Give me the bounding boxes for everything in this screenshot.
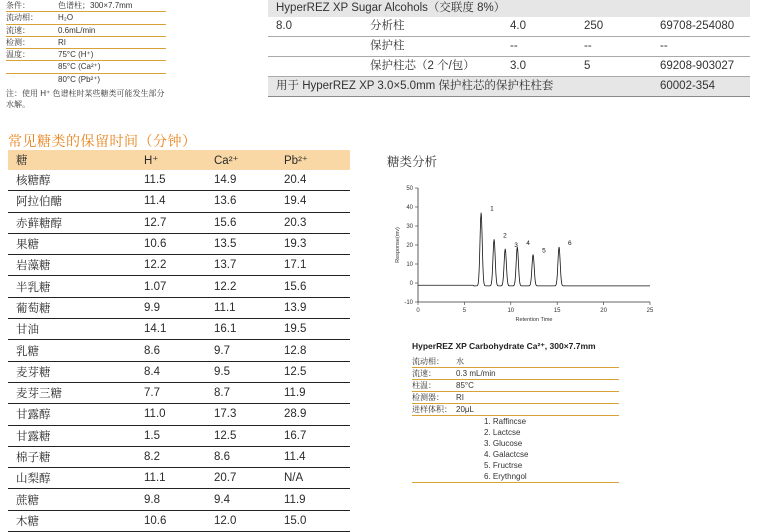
table-row — [8, 276, 350, 297]
peak-label: 1 — [490, 206, 494, 213]
product-header: HyperREZ XP Sugar Alcohols（交联度 8%） — [268, 0, 750, 17]
method-key: 检测器： — [412, 392, 456, 403]
condition-row — [6, 12, 166, 24]
table-cell: 8.2 — [144, 446, 214, 467]
retention-header-row — [8, 150, 350, 170]
table-cell: 13.9 — [284, 297, 350, 318]
table-cell: 1.5 — [144, 425, 214, 446]
method-value: RI — [456, 392, 619, 403]
product-col-b: 5 — [584, 57, 590, 76]
x-tick-label: 15 — [554, 308, 561, 314]
product-name: 保护柱 — [370, 37, 405, 56]
table-cell: 11.1 — [214, 297, 284, 318]
condition-value: 80°C (Pb²⁺) — [58, 74, 166, 85]
product-col-a: 3.0 — [510, 57, 526, 76]
table-cell: 11.4 — [144, 191, 214, 212]
method-row — [412, 404, 619, 416]
condition-row — [6, 37, 166, 49]
table-cell: 11.5 — [144, 170, 214, 191]
x-tick-label: 25 — [647, 308, 654, 314]
x-axis-label: Retention Time — [516, 317, 553, 323]
table-cell: 19.3 — [284, 233, 350, 254]
table-cell: 棉子糖 — [8, 446, 144, 467]
peak-list-item: 6. Erythngol — [484, 471, 619, 482]
method-row — [412, 368, 619, 380]
y-tick-label: 0 — [410, 281, 414, 287]
peak-list-item: 4. Galactcse — [484, 449, 619, 460]
condition-value: 0.6mL/min — [58, 25, 166, 36]
table-cell: 10.6 — [144, 510, 214, 531]
retention-header-cell: 糖 — [8, 150, 144, 170]
y-tick-label: 30 — [406, 224, 413, 230]
table-cell: 20.4 — [284, 170, 350, 191]
product-part-number: -- — [660, 37, 668, 56]
table-row — [8, 404, 350, 425]
product-rows — [268, 17, 750, 77]
table-cell: 12.2 — [214, 276, 284, 297]
table-cell: 28.9 — [284, 404, 350, 425]
table-cell: 11.0 — [144, 404, 214, 425]
condition-row — [6, 74, 166, 85]
condition-key — [6, 74, 58, 85]
x-tick-label: 0 — [416, 308, 420, 314]
condition-value: 色谱柱；300×7.7mm — [58, 0, 166, 11]
table-cell: 岩藻糖 — [8, 255, 144, 276]
table-cell: 甘油 — [8, 319, 144, 340]
table-cell: 11.9 — [284, 382, 350, 403]
table-cell: 葡萄糖 — [8, 297, 144, 318]
product-footer — [268, 77, 750, 97]
product-col-b: 250 — [584, 17, 603, 36]
table-cell: 20.3 — [284, 212, 350, 233]
retention-title: 常见糖类的保留时间（分钟） — [8, 131, 197, 151]
peak-label: 6 — [568, 240, 572, 247]
table-cell: 13.7 — [214, 255, 284, 276]
table-row — [8, 297, 350, 318]
method-rows — [412, 356, 619, 416]
table-cell: 17.3 — [214, 404, 284, 425]
table-cell: N/A — [284, 468, 350, 489]
condition-row — [6, 49, 166, 61]
table-row — [8, 446, 350, 467]
table-cell: 15.6 — [214, 212, 284, 233]
table-cell: 15.6 — [284, 276, 350, 297]
table-cell: 木糖 — [8, 510, 144, 531]
table-cell: 19.4 — [284, 191, 350, 212]
y-tick-label: 20 — [406, 243, 413, 249]
table-cell: 核糖醇 — [8, 170, 144, 191]
conditions-block — [6, 0, 166, 110]
chromatogram-chart — [378, 180, 660, 330]
table-cell: 12.8 — [284, 340, 350, 361]
product-footer-pn: 60002-354 — [660, 77, 715, 96]
chart-title: 糖类分析 — [387, 152, 437, 170]
table-row — [8, 361, 350, 382]
table-cell: 8.7 — [214, 382, 284, 403]
product-row — [268, 17, 750, 37]
table-row — [8, 425, 350, 446]
y-axis-label: Response(mv) — [395, 227, 401, 263]
table-cell: 10.6 — [144, 233, 214, 254]
table-cell: 7.7 — [144, 382, 214, 403]
y-tick-label: 10 — [406, 262, 413, 268]
table-cell: 14.9 — [214, 170, 284, 191]
product-part-number: 69708-254080 — [660, 17, 734, 36]
retention-header-cell: Ca²⁺ — [214, 150, 284, 170]
table-cell: 9.9 — [144, 297, 214, 318]
method-key: 柱温： — [412, 380, 456, 391]
table-cell: 12.5 — [214, 425, 284, 446]
conditions-note: 注：使用 H⁺ 色谱柱时某些糖类可能发生部分水解。 — [6, 88, 166, 110]
table-cell: 蔗糖 — [8, 489, 144, 510]
condition-row — [6, 61, 166, 73]
conditions-rows — [6, 0, 166, 85]
condition-row — [6, 25, 166, 37]
table-row — [8, 255, 350, 276]
table-cell: 9.7 — [214, 340, 284, 361]
condition-value: H₂O — [58, 12, 166, 23]
method-key: 流速： — [412, 368, 456, 379]
product-id-length: 8.0 — [276, 17, 292, 36]
method-value: 水 — [456, 356, 619, 367]
table-cell: 山梨醇 — [8, 468, 144, 489]
retention-header-cell: Pb²⁺ — [284, 150, 350, 170]
table-row — [8, 233, 350, 254]
retention-table — [8, 150, 350, 532]
table-cell: 麦芽三糖 — [8, 382, 144, 403]
table-cell: 13.5 — [214, 233, 284, 254]
table-cell: 11.1 — [144, 468, 214, 489]
method-key: 流动相： — [412, 356, 456, 367]
condition-key: 条件： — [6, 0, 58, 11]
table-cell: 16.1 — [214, 319, 284, 340]
table-cell: 1.07 — [144, 276, 214, 297]
condition-key: 流速： — [6, 25, 58, 36]
table-cell: 20.7 — [214, 468, 284, 489]
condition-value: RI — [58, 37, 166, 48]
x-tick-label: 5 — [463, 308, 467, 314]
chromatogram-series — [418, 213, 650, 286]
condition-value: 75°C (H⁺) — [58, 49, 166, 60]
table-cell: 16.7 — [284, 425, 350, 446]
table-cell: 17.1 — [284, 255, 350, 276]
table-cell: 12.7 — [144, 212, 214, 233]
y-tick-label: 40 — [406, 205, 413, 211]
peak-list-item: 3. Glucose — [484, 438, 619, 449]
product-name: 分析柱 — [370, 17, 405, 36]
condition-key: 流动相： — [6, 12, 58, 23]
table-row — [8, 340, 350, 361]
peak-label: 2 — [503, 232, 507, 239]
table-row — [8, 489, 350, 510]
peak-list-item: 1. Raffincse — [484, 416, 619, 427]
table-cell: 11.4 — [284, 446, 350, 467]
table-row — [8, 319, 350, 340]
table-cell: 8.6 — [214, 446, 284, 467]
table-cell: 阿拉伯醣 — [8, 191, 144, 212]
table-cell: 9.5 — [214, 361, 284, 382]
product-part-number: 69208-903027 — [660, 57, 734, 76]
product-col-a: -- — [510, 37, 518, 56]
method-title: HyperREZ XP Carbohydrate Ca²⁺, 300×7.7mm — [412, 341, 596, 352]
table-row — [8, 382, 350, 403]
table-cell: 果糖 — [8, 233, 144, 254]
method-row — [412, 392, 619, 404]
table-cell: 12.5 — [284, 361, 350, 382]
table-cell: 12.0 — [214, 510, 284, 531]
method-value: 85°C — [456, 380, 619, 391]
table-cell: 乳糖 — [8, 340, 144, 361]
peak-list-item: 2. Lactcse — [484, 427, 619, 438]
table-cell: 15.0 — [284, 510, 350, 531]
table-cell: 9.4 — [214, 489, 284, 510]
method-value: 20μL — [456, 404, 619, 415]
product-row — [268, 57, 750, 77]
table-cell: 9.8 — [144, 489, 214, 510]
table-cell: 8.6 — [144, 340, 214, 361]
product-col-b: -- — [584, 37, 592, 56]
y-tick-label: 50 — [406, 186, 413, 192]
table-cell: 13.6 — [214, 191, 284, 212]
method-key: 进样体积： — [412, 404, 456, 415]
condition-key — [6, 61, 58, 72]
peak-label: 4 — [526, 240, 530, 247]
table-cell: 麦芽糖 — [8, 361, 144, 382]
table-row — [8, 468, 350, 489]
table-cell: 半乳糖 — [8, 276, 144, 297]
method-peak-list — [412, 416, 619, 483]
table-row — [8, 191, 350, 212]
table-row — [8, 170, 350, 191]
method-value: 0.3 mL/min — [456, 368, 619, 379]
method-row — [412, 380, 619, 392]
table-cell: 12.2 — [144, 255, 214, 276]
table-cell: 赤藓糖醇 — [8, 212, 144, 233]
table-cell: 甘露醇 — [8, 404, 144, 425]
table-cell: 8.4 — [144, 361, 214, 382]
peak-list-item: 5. Fructrse — [484, 460, 619, 471]
product-table — [268, 0, 750, 97]
table-cell: 19.5 — [284, 319, 350, 340]
table-row — [8, 510, 350, 531]
method-table — [412, 356, 619, 483]
product-footer-text: 用于 HyperREZ XP 3.0×5.0mm 保护柱芯的保护柱柱套 — [276, 80, 553, 92]
x-tick-label: 20 — [600, 308, 607, 314]
retention-header-cell: H⁺ — [144, 150, 214, 170]
x-tick-label: 10 — [507, 308, 514, 314]
retention-body — [8, 170, 350, 532]
table-cell: 甘露糖 — [8, 425, 144, 446]
peak-label: 3 — [514, 242, 518, 249]
condition-key: 检测： — [6, 37, 58, 48]
product-row — [268, 37, 750, 57]
peak-label: 5 — [542, 248, 546, 255]
product-col-a: 4.0 — [510, 17, 526, 36]
y-tick-label: -10 — [404, 300, 413, 306]
table-cell: 14.1 — [144, 319, 214, 340]
product-name: 保护柱芯（2 个/包） — [370, 57, 475, 76]
condition-value: 85°C (Ca²⁺) — [58, 61, 166, 72]
condition-row — [6, 0, 166, 12]
method-row — [412, 356, 619, 368]
table-row — [8, 212, 350, 233]
table-cell: 11.9 — [284, 489, 350, 510]
condition-key: 温度： — [6, 49, 58, 60]
